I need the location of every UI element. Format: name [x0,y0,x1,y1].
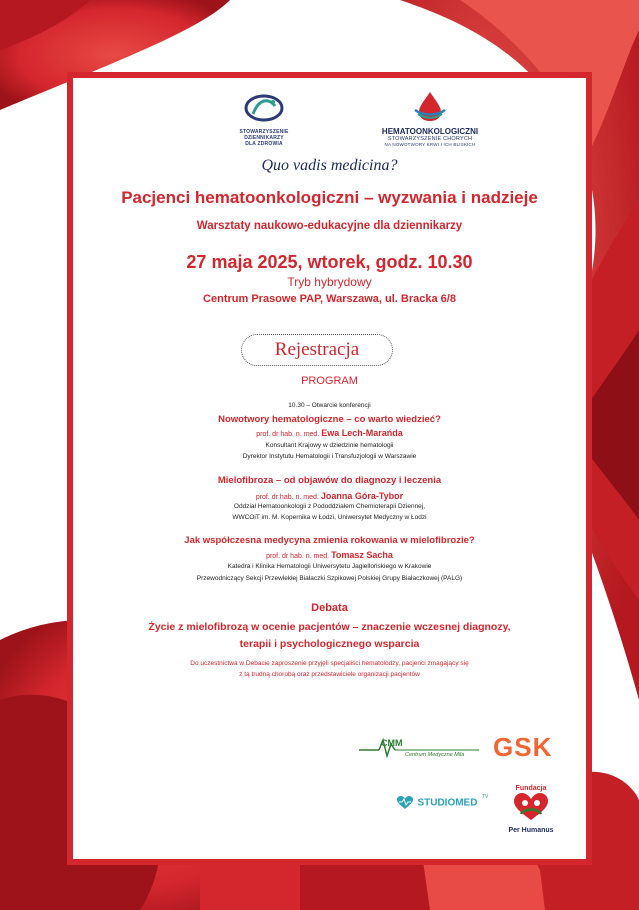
sdz-logo-line3: DLA ZDROWIA [245,141,283,147]
event-mode: Tryb hybrydowy [287,275,372,289]
hemato-logo-title: HEMATOONKOLOGICZNI [381,127,479,136]
speaker1-affiliation1: Konsultant Krajowy w dziedzinie hematologii [265,442,394,449]
debate-heading: Debata [311,602,348,614]
event-title: Pacjenci hematoonkologiczni – wyzwania i nadzieje [121,188,538,207]
fundacja-top-text: Fundacja [515,785,547,792]
speaker2-degree: prof. dr hab. n. med. [255,494,319,501]
event-subtitle: Warsztaty naukowo-edukacyjne dla dziennikarzy [196,220,463,232]
hands-heart-icon [512,792,550,822]
hemato-logo [370,90,490,148]
debate-note-line1: Do uczestnictwa w Debacie zaproszenie przyjęli specjaliści hematolodzy, pacjenci zmagający się [190,660,469,667]
hemato-logo-sub1: STOWARZYSZENIE CHORYCH [387,136,473,142]
cmm-text: Centrum Medyczne Mila [405,752,465,758]
debate-note-line2: z tą trudną chorobą oraz przedstawiciele organizacji pacjentów [239,671,420,678]
speaker3-affiliation1: Katedra i Klinika Hematologii Uniwersytetu Jagiellońskiego w Krakowie [227,563,432,570]
speaker1-affiliation2: Dyrektor Instytutu Hematologii i Transfuzjologii w Warszawie [242,453,417,460]
studiomed-text: STUDIOMED [417,797,478,809]
speaker1 [67,428,592,438]
speaker2 [67,491,592,501]
speaker2-affiliation2: WWCOiT im. M. Kopernika w Łodzi, Uniwersytet Medyczny w Łodzi [232,514,427,521]
speaker3 [67,550,592,560]
speaker2-name: Joanna Góra-Tybor [320,491,404,501]
heart-pulse-icon [397,796,413,810]
speaker3-name: Tomasz Sacha [331,550,393,560]
per-humanus-logo [501,785,561,834]
sdz-logo-line1: STOWARZYSZENIE [239,129,289,135]
cmm-logo [359,736,479,765]
hemato-logo-sub2: NA NOWOTWORY KRWI I ICH BLISKICH [384,142,476,147]
event-date: 27 maja 2025, wtorek, godz. 10.30 [186,252,473,272]
blood-drop-icon [411,90,449,122]
speaker3-affiliation2: Przewodniczący Sekcji Przewlekłej Białaczki Szpikowej Polskiej Grupy Białaczkowej (PALG) [196,575,463,582]
cmm-mark-text: CMM [381,738,403,748]
motto: Quo vadis medicina? [261,157,398,174]
sdz-logo-line2: DZIENNIKARZY [244,135,284,141]
opening-time: 10.30 – Otwarcie konferencji [288,402,371,409]
sdz-logo [229,92,299,147]
sdz-emblem-icon [243,92,285,124]
debate-title-line1: Życie z mielofibrozą w ocenie pacjentów – znaczenie wczesnej diagnozy, [148,621,511,633]
speaker1-degree: prof. dr hab. n. med. [256,431,320,438]
register-button[interactable]: Rejestracja [241,334,393,366]
debate-title-line2: terapii i psychologicznego wsparcia [239,638,420,650]
talk1-title: Nowotwory hematologiczne – co warto wiedzieć? [218,414,441,425]
gsk-logo: GSK [493,732,553,762]
poster-content [67,72,592,865]
studiomed-tv: TV [481,794,489,800]
talk2-title: Mielofibroza – od objawów do diagnozy i leczenia [217,475,442,486]
talk3-title: Jak współczesna medycyna zmienia rokowania w mielofibrozie? [184,535,475,546]
fundacja-bottom-text: Per Humanus [508,827,554,834]
speaker1-name: Ewa Lech-Marańda [321,428,403,438]
program-heading: PROGRAM [301,375,358,387]
studiomed-logo [397,794,488,812]
speaker2-affiliation1: Oddział Hematoonkologii z Pododdziałem Chemioterapii Dziennej, [233,503,426,510]
event-venue: Centrum Prasowe PAP, Warszawa, ul. Bracka 6/8 [203,293,456,305]
speaker3-degree: prof. dr hab. n. med. [266,553,330,560]
